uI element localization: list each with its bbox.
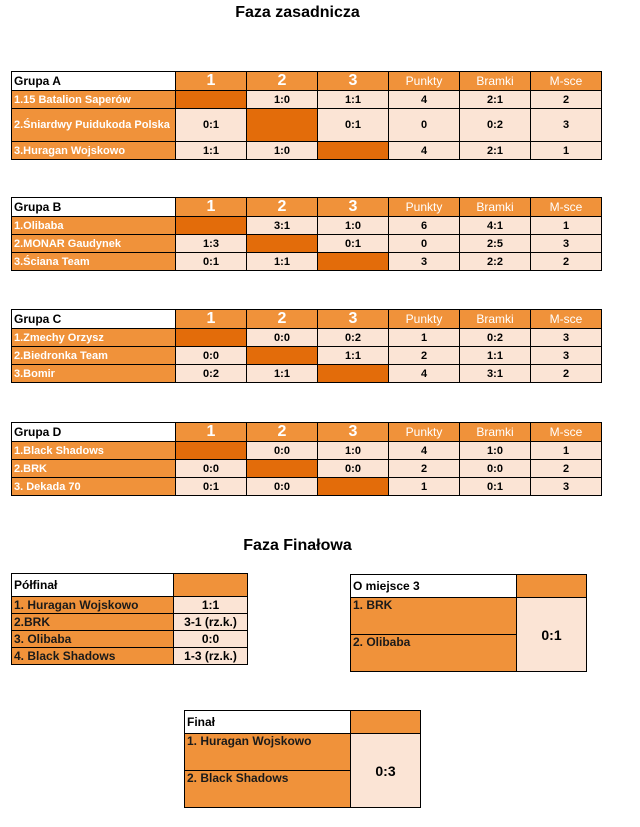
score-cell: 1:1 [460,347,531,365]
column-header: 3 [318,423,389,442]
score-cell: 2 [531,91,602,109]
self-match-cell [318,142,389,160]
final-team [185,771,351,808]
team-name: 3.Huragan Wojskowo [12,142,176,160]
group-table [11,197,602,271]
column-header: Bramki [460,310,531,329]
self-match-cell [318,478,389,496]
group-name: Grupa D [12,423,176,442]
semifinal-result: 1-3 (rz.k.) [174,648,248,665]
column-header: 1 [176,198,247,217]
score-cell: 6 [389,217,460,235]
semifinal-team-label: 3. Olibaba [14,632,72,646]
semifinal-team [12,597,174,614]
self-match-cell [318,253,389,271]
team-name: 2.BRK [12,460,176,478]
column-header: 1 [176,72,247,91]
score-cell: 0:0 [176,460,247,478]
score-cell: 2:2 [460,253,531,271]
table-row [12,142,602,160]
score-cell: 1:1 [318,347,389,365]
column-header: Bramki [460,198,531,217]
semifinal-team [12,648,174,665]
table-row [12,329,602,347]
score-cell: 0:0 [247,442,318,460]
group-name: Grupa A [12,72,176,91]
team-name: 1.15 Batalion Saperów [12,91,176,109]
self-match-cell [247,109,318,142]
third-place-result: 0:1 [517,598,587,672]
third-place-team [351,598,517,635]
group-table [11,422,602,496]
score-cell: 0:2 [460,329,531,347]
final-title: Finał [185,711,351,734]
column-header: 3 [318,310,389,329]
team-name: 1.Olibaba [12,217,176,235]
score-cell: 1 [389,478,460,496]
semifinal-team-label: 1. Huragan Wojskowo [14,598,139,612]
page-title: Faza zasadnicza [235,4,360,21]
table-row [12,347,602,365]
table-row [12,478,602,496]
column-header: 2 [247,198,318,217]
score-cell: 0:2 [318,329,389,347]
score-cell: 0:1 [176,253,247,271]
team-name: 3.Ściana Team [12,253,176,271]
self-match-cell [176,217,247,235]
team-name: 2.Biedronka Team [12,347,176,365]
column-header: 1 [176,310,247,329]
score-cell: 1 [531,217,602,235]
score-cell: 2:5 [460,235,531,253]
self-match-cell [247,347,318,365]
table-row [12,365,602,383]
score-cell: 1 [389,329,460,347]
score-cell: 2:1 [460,91,531,109]
table-row [12,109,602,142]
column-header: Punkty [389,423,460,442]
group-name: Grupa B [12,198,176,217]
column-header: 3 [318,198,389,217]
score-cell: 4:1 [460,217,531,235]
column-header: Punkty [389,310,460,329]
self-match-cell [176,442,247,460]
score-cell: 2 [389,347,460,365]
score-cell: 3:1 [460,365,531,383]
self-match-cell [176,91,247,109]
score-cell: 1:1 [176,142,247,160]
team-name: 2.Śniardwy Puidukoda Polska [12,109,176,142]
semifinal-result: 0:0 [174,631,248,648]
semifinal-team-label: 4. Black Shadows [14,649,116,663]
third-place-team [351,635,517,672]
semifinal-team [12,631,174,648]
score-cell: 3 [531,235,602,253]
score-cell: 2 [531,365,602,383]
column-header: 1 [176,423,247,442]
score-cell: 2 [531,253,602,271]
final-header-fill [351,711,421,734]
column-header: Punkty [389,72,460,91]
score-cell: 3 [389,253,460,271]
score-cell: 2 [389,460,460,478]
semifinal-result: 1:1 [174,597,248,614]
semifinal-title: Półfinał [12,574,174,597]
column-header: 3 [318,72,389,91]
score-cell: 1:0 [460,442,531,460]
column-header: M-sce [531,198,602,217]
score-cell: 0:1 [318,109,389,142]
column-header: M-sce [531,423,602,442]
column-header: M-sce [531,72,602,91]
score-cell: 1:0 [247,91,318,109]
table-row [12,91,602,109]
score-cell: 2 [531,460,602,478]
self-match-cell [247,235,318,253]
score-cell: 0:0 [247,478,318,496]
group-name: Grupa C [12,310,176,329]
column-header: 2 [247,72,318,91]
score-cell: 3 [531,109,602,142]
score-cell: 1 [531,142,602,160]
final-result: 0:3 [351,734,421,808]
score-cell: 3 [531,347,602,365]
score-cell: 0:1 [176,478,247,496]
third-place-table [350,574,587,672]
table-row [12,460,602,478]
score-cell: 0:0 [176,347,247,365]
table-row [12,235,602,253]
score-cell: 1:1 [247,253,318,271]
third-place-title: O miejsce 3 [351,575,517,598]
team-name: 1.Black Shadows [12,442,176,460]
score-cell: 0:2 [460,109,531,142]
semifinal-table [11,573,248,665]
semifinal-team-label: 2.BRK [14,615,51,629]
score-cell: 3:1 [247,217,318,235]
score-cell: 4 [389,91,460,109]
final-team-label: 2. Black Shadows [187,771,289,785]
score-cell: 0:1 [460,478,531,496]
score-cell: 1:1 [318,91,389,109]
score-cell: 3 [531,329,602,347]
score-cell: 1:0 [318,442,389,460]
self-match-cell [318,365,389,383]
score-cell: 0:0 [318,460,389,478]
score-cell: 1 [531,442,602,460]
score-cell: 0 [389,235,460,253]
final-team-label: 1. Huragan Wojskowo [187,734,312,748]
column-header: Bramki [460,423,531,442]
third-place-team-label: 2. Olibaba [353,635,411,649]
third-place-header-fill [517,575,587,598]
score-cell: 4 [389,442,460,460]
third-place-team-label: 1. BRK [353,598,393,612]
group-table [11,309,602,383]
table-row [12,442,602,460]
score-cell: 0:0 [247,329,318,347]
score-cell: 0:1 [318,235,389,253]
group-table [11,71,602,160]
score-cell: 0:0 [460,460,531,478]
semifinal-result: 3-1 (rz.k.) [174,614,248,631]
column-header: 2 [247,423,318,442]
score-cell: 1:3 [176,235,247,253]
score-cell: 1:0 [247,142,318,160]
final-team [185,734,351,771]
column-header: Bramki [460,72,531,91]
team-name: 3. Dekada 70 [12,478,176,496]
score-cell: 0 [389,109,460,142]
column-header: 2 [247,310,318,329]
score-cell: 0:1 [176,109,247,142]
final-table [184,710,421,808]
score-cell: 4 [389,142,460,160]
semifinal-header-fill [174,574,248,597]
column-header: Punkty [389,198,460,217]
score-cell: 1:1 [247,365,318,383]
table-row [12,217,602,235]
team-name: 2.MONAR Gaudynek [12,235,176,253]
score-cell: 0:2 [176,365,247,383]
final-phase-title: Faza Finałowa [243,537,352,554]
team-name: 1.Zmechy Orzysz [12,329,176,347]
self-match-cell [176,329,247,347]
score-cell: 3 [531,478,602,496]
semifinal-team [12,614,174,631]
column-header: M-sce [531,310,602,329]
self-match-cell [247,460,318,478]
team-name: 3.Bomir [12,365,176,383]
score-cell: 1:0 [318,217,389,235]
score-cell: 2:1 [460,142,531,160]
score-cell: 4 [389,365,460,383]
table-row [12,253,602,271]
